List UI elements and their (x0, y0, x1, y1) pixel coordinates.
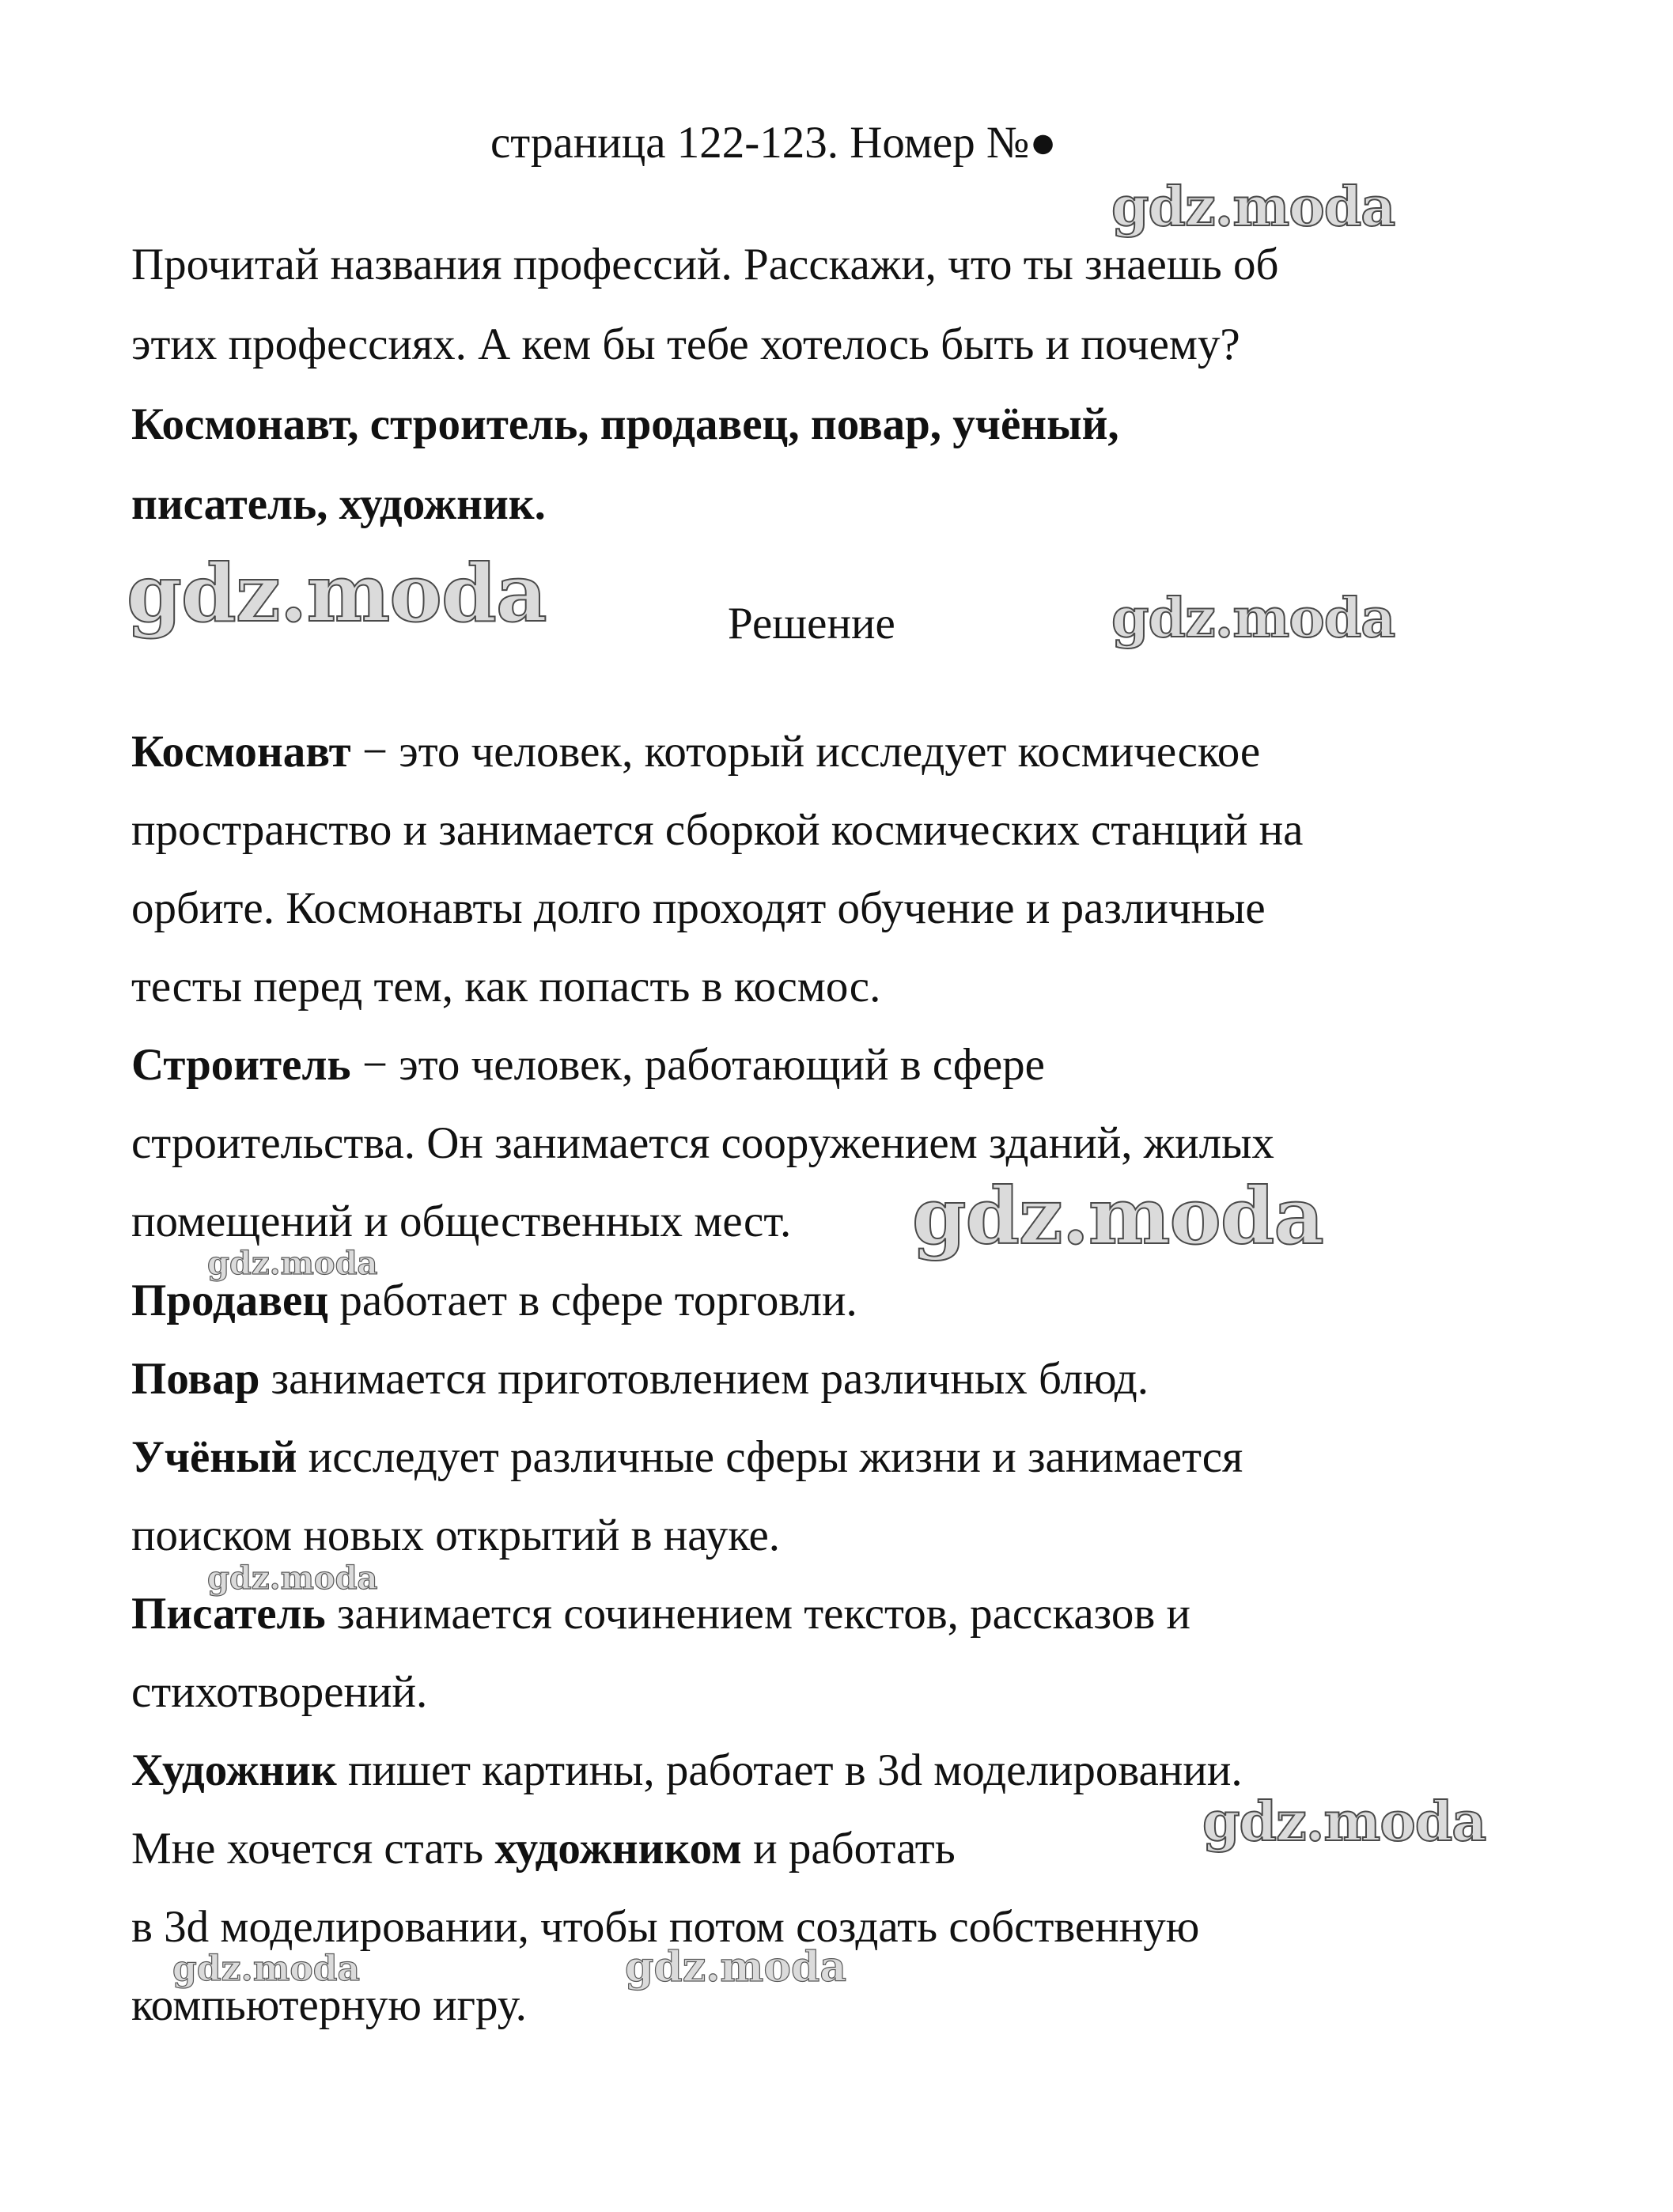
answer-cook-line-1 (131, 1354, 1149, 1404)
answer-scientist-line-1 (131, 1432, 1243, 1482)
answer-cosmonaut-line-1 (131, 727, 1261, 777)
watermark-logo: gdz.moda (1111, 587, 1395, 650)
answer-builder-line-3: помещений и общественных мест. (131, 1197, 792, 1246)
answer-text: работает в сфере торговли. (328, 1276, 857, 1325)
watermark-logo: gdz.moda (625, 1943, 847, 1991)
task-text-line-2: этих профессиях. А кем бы тебе хотелось быть и почему? (131, 320, 1240, 369)
answer-scientist-line-2: поиском новых открытий в науке. (131, 1511, 781, 1560)
answer-artist-line-1 (131, 1745, 1243, 1795)
task-professions-line-1 (131, 399, 1119, 449)
answer-wish-line-2: в 3d моделировании, чтобы потом создать собственную (131, 1902, 1200, 1952)
answer-text: − это человек, работающий в сфере (350, 1040, 1045, 1090)
watermark-logo: gdz.moda (172, 1949, 361, 1989)
term-cosmonaut: Космонавт (131, 727, 351, 777)
answer-text: и работать (741, 1824, 956, 1874)
solution-heading: Решение (728, 599, 895, 648)
answer-cosmonaut-line-3: орбите. Космонавты долго проходят обучение и различные (131, 883, 1266, 933)
answer-writer-line-1 (131, 1589, 1191, 1639)
watermark-logo: gdz.moda (1111, 176, 1395, 239)
answer-text: исследует различные сферы жизни и занимается (297, 1432, 1243, 1482)
answer-text: занимается приготовлением различных блюд. (259, 1354, 1149, 1404)
watermark-logo: gdz.moda (207, 1245, 378, 1282)
answer-seller-line-1 (131, 1278, 857, 1323)
answer-builder-line-1 (131, 1040, 1045, 1090)
term-scientist: Учёный (131, 1432, 297, 1482)
term-builder: Строитель (131, 1040, 351, 1090)
answer-text: занимается сочинением текстов, рассказов и (325, 1589, 1191, 1639)
term-artist-wish: художником (494, 1824, 742, 1874)
watermark-logo: gdz.moda (1202, 1790, 1486, 1854)
term-cook: Повар (131, 1354, 260, 1404)
term-writer: Писатель (131, 1589, 326, 1639)
answer-writer-line-2: стихотворений. (131, 1667, 428, 1717)
professions-list-1: Космонавт, строитель, продавец, повар, учёный, (131, 399, 1119, 449)
answer-wish-line-1 (131, 1824, 956, 1874)
task-professions-line-2 (131, 479, 546, 529)
watermark-logo: gdz.moda (912, 1171, 1323, 1262)
answer-cosmonaut-line-4: тесты перед тем, как попасть в космос. (131, 962, 881, 1011)
page-title: страница 122-123. Номер №● (490, 118, 1057, 168)
answer-wish-line-3: компьютерную игру. (131, 1980, 527, 2030)
answer-text: пишет картины, работает в 3d моделировании. (336, 1745, 1243, 1795)
term-artist: Художник (131, 1745, 337, 1795)
answer-text: − это человек, который исследует космическое (350, 727, 1261, 777)
watermark-logo: gdz.moda (127, 546, 547, 640)
term-seller: Продавец (131, 1276, 329, 1325)
answer-cosmonaut-line-2: пространство и занимается сборкой космических станций на (131, 805, 1304, 855)
answer-text: Мне хочется стать (131, 1824, 495, 1874)
professions-list-2: писатель, художник. (131, 479, 546, 529)
task-text-line-1: Прочитай названия профессий. Расскажи, что ты знаешь об (131, 240, 1279, 289)
answer-builder-line-2: строительства. Он занимается сооружением зданий, жилых (131, 1118, 1274, 1168)
watermark-logo: gdz.moda (207, 1560, 378, 1597)
